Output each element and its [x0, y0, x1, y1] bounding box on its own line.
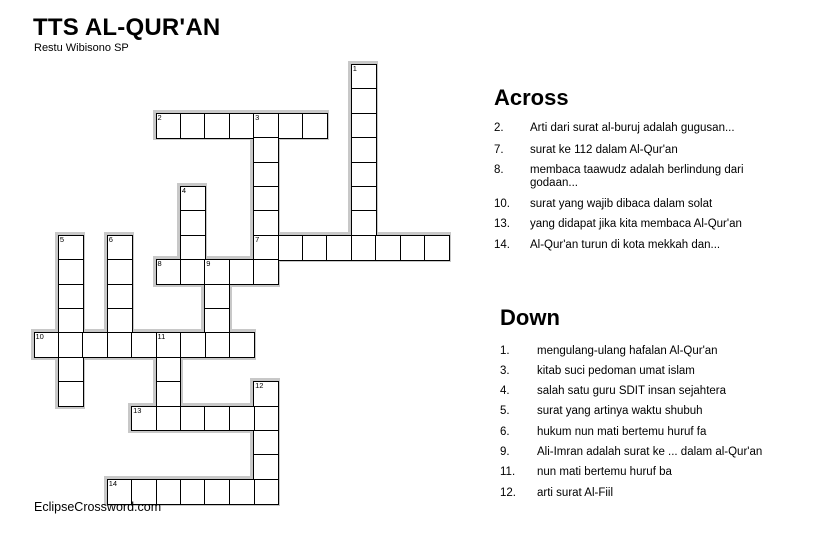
down-clue-number: 4.	[500, 385, 510, 397]
grid-cell[interactable]	[156, 357, 182, 383]
grid-cell[interactable]	[180, 186, 206, 212]
across-clue-number: 13.	[494, 218, 510, 230]
grid-cell[interactable]	[107, 284, 133, 310]
grid-cell[interactable]	[204, 308, 230, 334]
grid-cell-number: 10	[35, 332, 44, 342]
across-clue-text: membaca taawudz adalah berlindung dari godaan...	[530, 164, 744, 189]
down-clue-number: 1.	[500, 345, 510, 357]
grid-cell[interactable]	[229, 479, 255, 505]
down-clue-number: 5.	[500, 405, 510, 417]
grid-cell-number: 14	[108, 478, 118, 488]
grid-cell[interactable]	[302, 113, 328, 139]
grid-cell[interactable]	[351, 64, 377, 90]
grid-cell[interactable]	[204, 284, 230, 310]
grid-cell[interactable]	[58, 332, 84, 358]
grid-cell[interactable]	[351, 113, 377, 139]
grid-cell[interactable]	[253, 454, 279, 480]
grid-cell-number: 7	[255, 234, 260, 244]
grid-cell[interactable]	[34, 332, 60, 358]
across-clue-text: surat yang wajib dibaca dalam solat	[530, 198, 713, 210]
grid-cell[interactable]	[107, 259, 133, 285]
grid-cell[interactable]	[253, 137, 279, 163]
grid-cell[interactable]	[156, 381, 182, 407]
grid-cell[interactable]	[375, 235, 401, 261]
grid-cell[interactable]	[253, 186, 279, 212]
grid-cell[interactable]	[107, 332, 133, 358]
puzzle-title: TTS AL-QUR'AN	[33, 14, 221, 41]
grid-cell-number: 5	[59, 234, 65, 244]
grid-cell[interactable]	[156, 113, 182, 139]
grid-cell[interactable]	[156, 259, 182, 285]
grid-cell[interactable]	[58, 284, 84, 310]
grid-cell[interactable]	[400, 235, 426, 261]
grid-cell-number: 8	[157, 259, 162, 269]
grid-cell-number: 13	[133, 405, 142, 415]
grid-cell[interactable]	[180, 479, 206, 505]
grid-cell[interactable]	[253, 235, 279, 261]
grid-cell[interactable]	[253, 406, 279, 432]
grid-cell[interactable]	[180, 113, 206, 139]
grid-cell[interactable]	[351, 235, 377, 261]
grid-cell[interactable]	[278, 113, 304, 139]
across-clue-number: 8.	[494, 164, 504, 176]
grid-cell-number: 12	[255, 381, 264, 391]
across-clue-text: Arti dari surat al-buruj adalah gugusan...	[530, 122, 735, 134]
down-clue-text: hukum nun mati bertemu huruf fa	[537, 426, 707, 438]
grid-cell[interactable]	[58, 259, 84, 285]
grid-cell-number: 3	[255, 112, 260, 122]
grid-cell[interactable]	[229, 259, 255, 285]
grid-cell[interactable]	[253, 113, 279, 139]
across-clue-text: yang didapat jika kita membaca Al-Qur'an	[530, 218, 742, 230]
grid-cell[interactable]	[351, 88, 377, 114]
across-clue-number: 14.	[494, 239, 510, 251]
grid-cell-number: 2	[157, 112, 162, 122]
grid-cell[interactable]	[156, 332, 182, 358]
grid-cell[interactable]	[229, 406, 255, 432]
across-clue-number: 7.	[494, 144, 504, 156]
down-clue-number: 6.	[500, 426, 510, 438]
author-name: Restu Wibisono SP	[34, 42, 129, 54]
grid-cell[interactable]	[131, 406, 157, 432]
across-clue-text: surat ke 112 dalam Al-Qur'an	[530, 144, 678, 156]
grid-cell[interactable]	[253, 259, 279, 285]
grid-cell[interactable]	[302, 235, 328, 261]
grid-cell[interactable]	[204, 113, 230, 139]
grid-cell[interactable]	[58, 308, 84, 334]
grid-cell[interactable]	[180, 210, 206, 236]
grid-cell[interactable]	[204, 259, 230, 285]
grid-cell[interactable]	[180, 235, 206, 261]
grid-cell[interactable]	[278, 235, 304, 261]
grid-cell-number: 9	[206, 259, 211, 269]
grid-cell[interactable]	[229, 113, 255, 139]
grid-cell[interactable]	[326, 235, 352, 261]
grid-cell-number: 4	[181, 186, 187, 195]
grid-cell-number: 11	[157, 332, 166, 342]
grid-cell[interactable]	[204, 332, 230, 358]
grid-cell[interactable]	[204, 406, 230, 432]
down-heading: Down	[500, 305, 560, 330]
across-heading: Across	[494, 85, 569, 110]
grid-cell[interactable]	[180, 259, 206, 285]
grid-cell[interactable]	[131, 332, 157, 358]
grid-cell[interactable]	[180, 332, 206, 358]
grid-cell[interactable]	[253, 430, 279, 456]
grid-cell[interactable]	[253, 381, 279, 407]
grid-cell[interactable]	[351, 210, 377, 236]
grid-cell[interactable]	[107, 235, 133, 261]
down-clue-number: 11.	[500, 466, 516, 478]
down-clue-text: mengulang-ulang hafalan Al-Qur'an	[537, 345, 718, 357]
down-clue-text: arti surat Al-Fiil	[537, 487, 614, 499]
grid-cell[interactable]	[351, 186, 377, 212]
grid-cell[interactable]	[58, 381, 84, 407]
grid-cell[interactable]	[156, 406, 182, 432]
down-clue-text: kitab suci pedoman umat islam	[537, 365, 695, 377]
grid-cell[interactable]	[58, 357, 84, 383]
down-clue-text: surat yang artinya waktu shubuh	[537, 405, 703, 417]
grid-cell[interactable]	[253, 479, 279, 505]
grid-cell[interactable]	[180, 406, 206, 432]
grid-cell[interactable]	[424, 235, 450, 261]
grid-cell[interactable]	[229, 332, 255, 358]
grid-cell[interactable]	[58, 235, 84, 261]
across-clue-text: Al-Qur'an turun di kota mekkah dan...	[530, 239, 721, 251]
down-clue-text: salah satu guru SDIT insan sejahtera	[537, 385, 727, 397]
grid-cell[interactable]	[82, 332, 108, 358]
down-clue-text: nun mati bertemu huruf ba	[537, 466, 672, 478]
down-clue-text: Ali-Imran adalah surat ke ... dalam al-Qur'an	[537, 446, 763, 458]
grid-cell[interactable]	[351, 162, 377, 188]
down-clue-number: 12.	[500, 487, 516, 499]
grid-cell[interactable]	[107, 308, 133, 334]
grid-cell[interactable]	[351, 137, 377, 163]
down-clue-number: 3.	[500, 365, 510, 377]
across-clue-number: 2.	[494, 122, 504, 134]
footer-credit: EclipseCrossword.com	[34, 500, 162, 514]
grid-cell[interactable]	[204, 479, 230, 505]
grid-cell-number: 1	[352, 64, 357, 73]
down-clue-number: 9.	[500, 446, 510, 458]
across-clue-number: 10.	[494, 198, 510, 210]
grid-cell-number: 6	[108, 234, 113, 244]
grid-cell[interactable]	[253, 162, 279, 188]
grid-cell[interactable]	[253, 210, 279, 236]
